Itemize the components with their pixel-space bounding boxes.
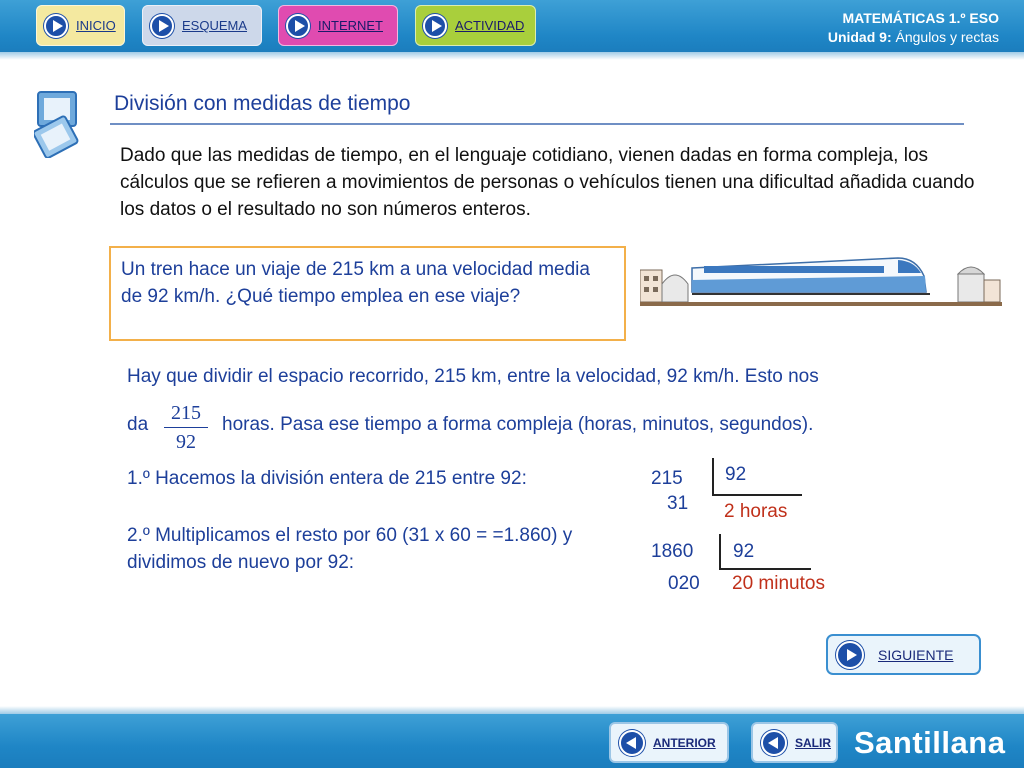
footer-shade bbox=[0, 706, 1024, 714]
santillana-logo: Santillana bbox=[854, 725, 1006, 760]
inicio-label: INICIO bbox=[76, 18, 116, 33]
section-icon bbox=[34, 90, 82, 158]
solution-line-2-prefix: da bbox=[127, 414, 149, 435]
fraction-bar bbox=[164, 427, 208, 428]
actividad-label: ACTIVIDAD bbox=[455, 18, 525, 33]
division-1-divisor: 92 bbox=[725, 464, 747, 485]
actividad-button[interactable] bbox=[415, 5, 536, 46]
internet-label: INTERNET bbox=[318, 18, 383, 33]
play-icon bbox=[286, 14, 310, 38]
step-1-text: 1.º Hacemos la división entera de 215 entre 92: bbox=[127, 468, 527, 489]
title-divider bbox=[110, 123, 964, 125]
salir-button[interactable] bbox=[751, 722, 838, 763]
esquema-button[interactable] bbox=[142, 5, 262, 46]
anterior-label: ANTERIOR bbox=[653, 735, 716, 750]
division-1-horizontal-line bbox=[712, 494, 802, 496]
play-icon bbox=[423, 14, 447, 38]
back-icon bbox=[619, 730, 645, 756]
division-2-remainder: 020 bbox=[668, 573, 700, 594]
internet-button[interactable] bbox=[278, 5, 398, 46]
siguiente-label: SIGUIENTE bbox=[878, 646, 954, 663]
division-1-result: 2 horas bbox=[724, 501, 788, 522]
fraction-denominator: 92 bbox=[176, 431, 196, 453]
train-illustration bbox=[640, 246, 1002, 308]
play-icon bbox=[150, 14, 174, 38]
course-info bbox=[699, 9, 999, 47]
division-2-vertical-line bbox=[719, 534, 721, 570]
solution-line-2-suffix: horas. Pasa ese tiempo a forma compleja (horas, minutos, segundos). bbox=[222, 414, 814, 435]
division-2-dividend: 1860 bbox=[651, 541, 694, 562]
anterior-button[interactable] bbox=[609, 722, 729, 763]
fraction-numerator: 215 bbox=[171, 402, 201, 424]
siguiente-button[interactable] bbox=[826, 634, 981, 675]
intro-text: Dado que las medidas de tiempo, en el lenguaje cotidiano, vienen dadas en forma compleja, los cálculos que se refieren a movimientos de personas o vehículos tienen una dificultad añadida cuando los datos o el resultado no son números enteros. bbox=[120, 145, 975, 220]
division-1-remainder: 31 bbox=[667, 493, 689, 514]
subject-title: MATEMÁTICAS 1.º ESO bbox=[842, 10, 999, 26]
play-icon bbox=[836, 641, 864, 669]
play-icon bbox=[44, 14, 68, 38]
unit-line bbox=[699, 28, 999, 47]
solution-line-1: Hay que dividir el espacio recorrido, 215 km, entre la velocidad, 92 km/h. Esto nos bbox=[127, 366, 819, 387]
division-2-result: 20 minutos bbox=[732, 573, 825, 594]
unit-title: Ángulos y rectas bbox=[895, 29, 999, 45]
inicio-button[interactable] bbox=[36, 5, 125, 46]
header-shade bbox=[0, 52, 1024, 60]
esquema-label: ESQUEMA bbox=[182, 18, 248, 33]
back-icon bbox=[761, 730, 787, 756]
division-2-divisor: 92 bbox=[733, 541, 755, 562]
salir-label: SALIR bbox=[795, 735, 831, 750]
problem-box: Un tren hace un viaje de 215 km a una velocidad media de 92 km/h. ¿Qué tiempo emplea en ese viaje? bbox=[109, 246, 626, 341]
step-2-text: 2.º Multiplicamos el resto por 60 (31 x 60 = =1.860) y dividimos de nuevo por 92: bbox=[127, 525, 573, 573]
unit-label: Unidad 9: bbox=[827, 29, 892, 45]
division-1-vertical-line bbox=[712, 458, 714, 496]
page-title: División con medidas de tiempo bbox=[114, 92, 411, 115]
fraction bbox=[164, 401, 208, 453]
division-1-dividend: 215 bbox=[651, 468, 683, 489]
